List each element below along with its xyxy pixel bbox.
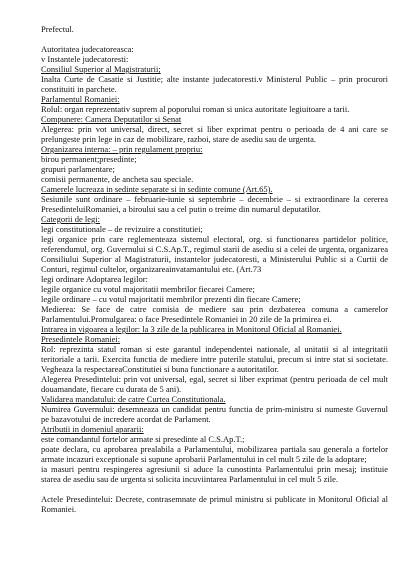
comisii-permanente: comisii permanente, de ancheta sau speciale. (41, 174, 194, 184)
alegerea-parlament: Alegerea: prin vot universal, direct, secret si liber exprimat pentru o perioada de 4 ani care se prelungeste prin lege in caz de mobilizare, razboi, stare de asediu sau de urgenta. (41, 124, 388, 144)
categorii-legi: Categorii de legi: (41, 214, 101, 224)
legi-ordinare: legi ordinare Adoptarea legilor: (41, 274, 148, 284)
organizarea-interna: Organizarea interna: – prin regulament propriu: (41, 144, 203, 154)
legi-constitutionale: legi constitutionale – de revizuire a constitutiei; (41, 224, 203, 234)
inalta-curte-paragraph: Inalta Curte de Casatie si Justitie; alte instante judecatoresti.v Ministerul Public – prin procurori constituiti in parchete. (41, 74, 388, 94)
poate-declara-paragraph: poate declara, cu aprobarea prealabila a Parlamentului, mobilizarea partiala sau generala a fortelor armate incazuri exceptionale si supune aprobarii Parlamentului in cel mult 5 zile de la adoptare; (41, 444, 388, 464)
rolul-parlament: Rolul: organ reprezentativ suprem al poporului roman si unica autoritate legiuitoare a tarii. (41, 104, 350, 114)
atributii-aparare: Atributii in domeniul apararii: (41, 424, 144, 434)
doc-heading: Prefectul. (41, 24, 74, 34)
csm-item: Consiliul Superior al Magistraturii; (41, 64, 161, 74)
birou-permanent: birou permanent;presedinte; (41, 154, 137, 164)
compunere-parlament: Compunere: Camera Deputatilor si Senat (41, 114, 182, 124)
validarea-mandatului: Validarea mandatului: de catre Curtea Constitutionala. (41, 394, 226, 404)
section-presedintele: Presedintele Romaniei: (41, 334, 121, 344)
rol-presedinte-paragraph: Rol: reprezinta statul roman si este garantul independentei nationale, al unitatii si al integritatii teritoriale a tarii. Exercita functia de mediere intre puterile statului, precum si intre stat si societate. Vegheaza la respectareaConstitutiei si buna functionare a autoritatilor. (41, 344, 388, 374)
comandantul-fortelor: este comandantul fortelor armate si presedinte al C.S.Ap.T.; (41, 434, 245, 444)
numirea-guvernului-paragraph: Numirea Guvernului: desemneaza un candidat pentru functia de prim-ministru si numeste Guvernul pe bazavotului de incredere acordat de Parlament. (41, 404, 388, 424)
camerele-sedinte: Camerele lucreaza in sedinte separate si in sedinte comune (Art.65). (41, 184, 273, 194)
medierea-paragraph: Medierea: Se face de catre comisia de mediere sau prin dezbaterea comuna a camerelor Parlamentului.Promulgarea: o face Presedintele Romaniei in 20 zile de la primirea ei. (41, 304, 388, 324)
instante-item: v Instantele judecatoresti: (41, 54, 129, 64)
sesiunile-paragraph: Sesiunile sunt ordinare – februarie-iunie si septembrie – decembrie – si extraordinare la cererea PresedinteluiRomaniei, a biroului sau a cel putin o treime din numarul deputatilor. (41, 194, 388, 214)
section-autoritatea-judecatoreasca: Autoritatea judecatoreasca: (41, 44, 134, 54)
intrarea-in-vigoare: Intrarea in vigoarea a legilor: la 3 zile de la publicarea in Monitorul Oficial al Romaniei. (41, 324, 342, 334)
actele-presedintelui-paragraph: Actele Presedintelui: Decrete, contrasemnate de primul ministru si publicate in Monitorul Oficial al Romaniei. (41, 494, 388, 514)
legi-organice-paragraph: legi organice prin care reglementeaza sistemul electoral, org. si functionarea partidelor politice, referendumul, org. Guvernului si C.S.Ap.T., regimul starii de asediu si a celei de urgenta, organizarea Consiliului Superior al Magistraturii, instantelor judecatoresti, a Ministerului Public si a Curtii de Conturi, regimul cultelor, organizareainvatamantului etc. (Art.73 (41, 234, 388, 274)
section-parlamentul: Parlamentul Romaniei: (41, 94, 120, 104)
alegerea-presedintelui-paragraph: Alegerea Presedintelui: prin vot universal, egal, secret si liber exprimat (pentru perioada de cel mult douamandate, fiecare cu durata de 5 ani). (41, 374, 388, 394)
masuri-paragraph: ia masuri pentru respingerea agresiunii si aduce la cunostinta Parlamentului prin mesaj; instituie starea de asediu sau de urgenta si solicita incuviintarea Parlamentului in cel mult 5 zile. (41, 464, 388, 484)
legile-organice-vot: legile organice cu votul majoritatii membrilor fiecarei Camere; (41, 284, 255, 294)
legile-ordinare-vot: legile ordinare – cu votul majoritatii membrilor prezenti din fiecare Camere; (41, 294, 301, 304)
grupuri-parlamentare: grupuri parlamentare; (41, 164, 115, 174)
